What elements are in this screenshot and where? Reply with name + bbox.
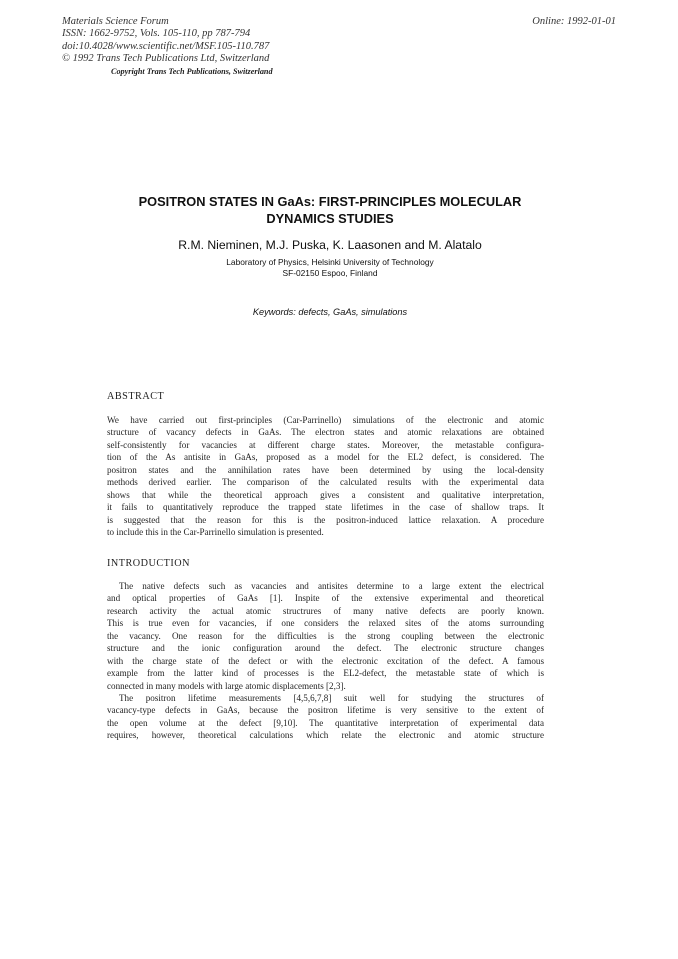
text-line: it fails to quantitatively reproduce the trapped state lifetimes in the case of shallow traps. It xyxy=(107,502,544,513)
keywords: Keywords: defects, GaAs, simulations xyxy=(252,307,408,317)
abstract-heading: ABSTRACT xyxy=(107,391,165,402)
issn-line: ISSN: 1662-9752, Vols. 105-110, pp 787-794 xyxy=(62,28,251,40)
text-line: The native defects such as vacancies and antisites determine to a large extent the electrical xyxy=(119,581,544,591)
paper-title xyxy=(100,193,560,227)
journal-name: Materials Science Forum xyxy=(62,16,169,27)
doi-line[interactable]: doi:10.4028/www.scientific.net/MSF.105-110.787 xyxy=(62,40,270,52)
text-line: We have carried out first-principles (Car-Parrinello) simulations of the electronic and atomic xyxy=(107,415,544,425)
text-line: is suggested that the reason for this is the positron-induced lattice relaxation. A procedure xyxy=(107,514,544,525)
author-list: R.M. Nieminen, M.J. Puska, K. Laasonen and M. Alatalo xyxy=(178,238,482,252)
text-line: to include this in the Car-Parrinello simulation is presented. xyxy=(107,526,324,537)
text-line: structure and the ionic configuration around the defect. The electronic structure changes xyxy=(107,643,544,654)
copyright-notice: Copyright Trans Tech Publications, Switzerland xyxy=(111,67,273,76)
online-date: Online: 1992-01-01 xyxy=(532,16,616,27)
text-line: example from the latter kind of processes is the EL2-defect, the metastable state of which is xyxy=(107,668,544,679)
text-line: structure of vacancy defects in GaAs. The electron states and atomic relaxations are obtained xyxy=(107,427,544,438)
text-line: connected in many models with large atomic displacements [2,3]. xyxy=(107,680,346,691)
abstract-body xyxy=(107,414,544,538)
affiliation-line-2: SF-02150 Espoo, Finland xyxy=(282,267,378,278)
text-line: the vacancy. One reason for the difficulties is the strong coupling between the electronic xyxy=(107,630,544,641)
text-line: positron states and the annihilation rates have been determined by using the local-density xyxy=(107,464,544,475)
text-line: research activity the actual atomic structrures of many native defects are poorly known. xyxy=(107,605,544,616)
introduction-heading: INTRODUCTION xyxy=(107,558,190,569)
text-line: vacancy-type defects in GaAs, because the positron lifetime is very sensitive to the extent of xyxy=(107,705,544,716)
text-line: shows that while the theoretical approach gives a consistent and qualitative interpretation, xyxy=(107,489,544,500)
affiliation xyxy=(100,257,560,278)
title-line-2: DYNAMICS STUDIES xyxy=(266,211,394,226)
text-line: and optical properties of GaAs [1]. Inspite of the extensive experimental and theoretical xyxy=(107,593,544,604)
text-line: self-consistently for vacancies at different charge states. Moreover, the metastable configura- xyxy=(107,439,544,450)
introduction-body xyxy=(107,580,544,742)
affiliation-line-1: Laboratory of Physics, Helsinki University of Technology xyxy=(226,257,434,267)
publication-header xyxy=(62,16,269,65)
copyright-line: © 1992 Trans Tech Publications Ltd, Switzerland xyxy=(62,52,270,64)
text-line: the open volume at the defect [9,10]. The quantitative interpretation of experimental data xyxy=(107,717,544,728)
text-line: requires, however, theoretical calculations which relate the electronic and atomic structure xyxy=(107,730,544,741)
text-line: methods derived earlier. The comparison of the calculated results with the experimental data xyxy=(107,477,544,488)
text-line: tion of the As antisite in GaAs, proposed as a model for the EL2 defect, is considered. The xyxy=(107,452,544,463)
text-line: with the charge state of the defect or with the electronic excitation of the defect. A famous xyxy=(107,655,544,666)
title-line-1: POSITRON STATES IN GaAs: FIRST-PRINCIPLES MOLECULAR xyxy=(138,194,522,209)
text-line: This is true even for vacancies, if one considers the relaxed sites of the atoms surrounding xyxy=(107,618,544,629)
text-line: The positron lifetime measurements [4,5,6,7,8] suit well for studying the structures of xyxy=(119,692,544,703)
